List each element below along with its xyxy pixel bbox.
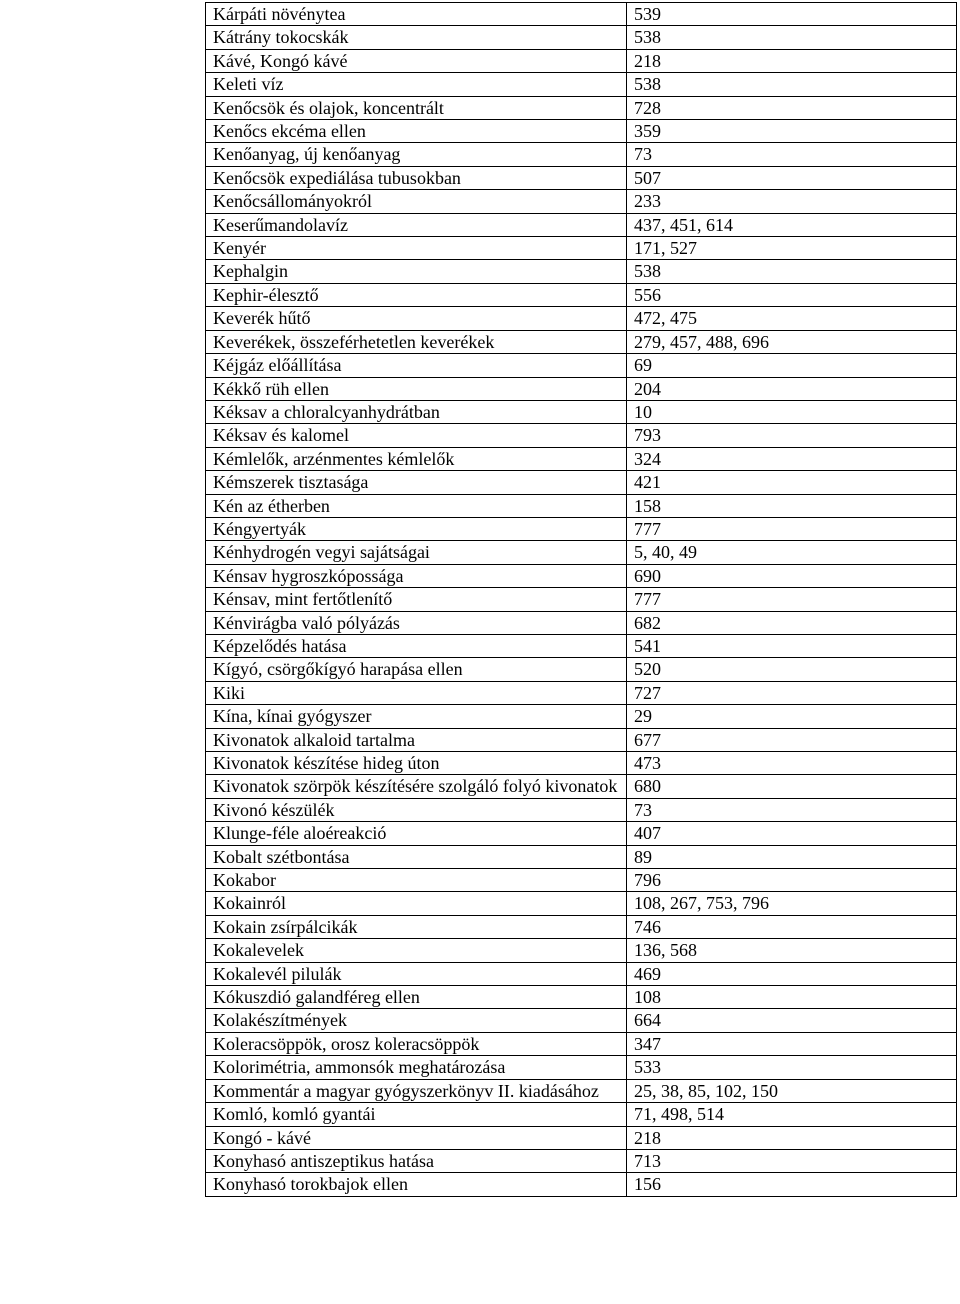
index-term: Kommentár a magyar gyógyszerkönyv II. kiadásához	[206, 1079, 627, 1102]
index-row	[206, 49, 957, 72]
index-term: Kongó - kávé	[206, 1126, 627, 1149]
index-row	[206, 307, 957, 330]
index-row	[206, 588, 957, 611]
index-term: Kenőcsállományokról	[206, 190, 627, 213]
index-page-numbers: 89	[627, 845, 957, 868]
index-page-numbers: 108, 267, 753, 796	[627, 892, 957, 915]
index-row	[206, 962, 957, 985]
index-term: Kivonatok alkaloid tartalma	[206, 728, 627, 751]
index-page-numbers: 727	[627, 681, 957, 704]
index-term: Kokalevél pilulák	[206, 962, 627, 985]
index-page-numbers: 136, 568	[627, 939, 957, 962]
index-page-numbers: 469	[627, 962, 957, 985]
index-page-numbers: 218	[627, 49, 957, 72]
index-page-numbers: 538	[627, 26, 957, 49]
index-page-numbers: 156	[627, 1173, 957, 1196]
index-page-numbers: 25, 38, 85, 102, 150	[627, 1079, 957, 1102]
index-row	[206, 283, 957, 306]
index-page-numbers: 279, 457, 488, 696	[627, 330, 957, 353]
index-page-numbers: 73	[627, 798, 957, 821]
index-term: Kenőanyag, új kenőanyag	[206, 143, 627, 166]
index-page-numbers: 324	[627, 447, 957, 470]
index-row	[206, 1103, 957, 1126]
index-page-numbers: 158	[627, 494, 957, 517]
index-term: Keleti víz	[206, 73, 627, 96]
index-row	[206, 681, 957, 704]
index-term: Kéksav a chloralcyanhydrátban	[206, 400, 627, 423]
index-page-numbers: 556	[627, 283, 957, 306]
index-term: Kobalt szétbontása	[206, 845, 627, 868]
index-page-numbers: 71, 498, 514	[627, 1103, 957, 1126]
index-row	[206, 915, 957, 938]
index-term: Klunge-féle aloéreakció	[206, 822, 627, 845]
index-page-numbers: 677	[627, 728, 957, 751]
index-row	[206, 447, 957, 470]
index-row	[206, 96, 957, 119]
index-term: Kivonó készülék	[206, 798, 627, 821]
index-row	[206, 658, 957, 681]
index-term: Koleracsöppök, orosz koleracsöppök	[206, 1032, 627, 1055]
index-row	[206, 73, 957, 96]
index-term: Kokabor	[206, 869, 627, 892]
index-term: Kokain zsírpálcikák	[206, 915, 627, 938]
index-row	[206, 26, 957, 49]
index-row	[206, 3, 957, 26]
index-page-numbers: 664	[627, 1009, 957, 1032]
index-term: Kígyó, csörgőkígyó harapása ellen	[206, 658, 627, 681]
index-page-numbers: 108	[627, 986, 957, 1009]
index-row	[206, 1149, 957, 1172]
index-row	[206, 1056, 957, 1079]
index-page-numbers: 777	[627, 517, 957, 540]
index-table	[205, 2, 957, 1197]
index-term: Kokainról	[206, 892, 627, 915]
index-term: Kephalgin	[206, 260, 627, 283]
index-row	[206, 471, 957, 494]
index-row	[206, 634, 957, 657]
index-term: Kénvirágba való pólyázás	[206, 611, 627, 634]
index-term: Kína, kínai gyógyszer	[206, 705, 627, 728]
index-term: Kolorimétria, ammonsók meghatározása	[206, 1056, 627, 1079]
index-term: Kénsav hygroszkópossága	[206, 564, 627, 587]
index-page-numbers: 777	[627, 588, 957, 611]
index-page-numbers: 538	[627, 73, 957, 96]
index-term: Kén az étherben	[206, 494, 627, 517]
index-row	[206, 728, 957, 751]
index-page-numbers: 728	[627, 96, 957, 119]
index-row	[206, 892, 957, 915]
index-term: Kárpáti növénytea	[206, 3, 627, 26]
index-page-numbers: 437, 451, 614	[627, 213, 957, 236]
index-row	[206, 752, 957, 775]
index-term: Kivonatok készítése hideg úton	[206, 752, 627, 775]
index-row	[206, 845, 957, 868]
index-page-numbers: 507	[627, 166, 957, 189]
index-term: Kolakészítmények	[206, 1009, 627, 1032]
index-page-numbers: 682	[627, 611, 957, 634]
index-page-numbers: 793	[627, 424, 957, 447]
index-term: Konyhasó antiszeptikus hatása	[206, 1149, 627, 1172]
index-row	[206, 1009, 957, 1032]
index-row	[206, 377, 957, 400]
index-term: Kenőcsök expediálása tubusokban	[206, 166, 627, 189]
index-term: Képzelődés hatása	[206, 634, 627, 657]
index-row	[206, 424, 957, 447]
index-page-numbers: 533	[627, 1056, 957, 1079]
index-term: Komló, komló gyantái	[206, 1103, 627, 1126]
index-page-numbers: 472, 475	[627, 307, 957, 330]
index-page-numbers: 690	[627, 564, 957, 587]
index-row	[206, 213, 957, 236]
index-term: Konyhasó torokbajok ellen	[206, 1173, 627, 1196]
index-page-numbers: 473	[627, 752, 957, 775]
index-term: Kéjgáz előállítása	[206, 354, 627, 377]
index-page-numbers: 218	[627, 1126, 957, 1149]
index-page-numbers: 73	[627, 143, 957, 166]
index-term: Kivonatok szörpök készítésére szolgáló folyó kivonatok	[206, 775, 627, 798]
index-row	[206, 517, 957, 540]
index-row	[206, 237, 957, 260]
index-row	[206, 775, 957, 798]
index-page-numbers: 407	[627, 822, 957, 845]
index-term: Kémlelők, arzénmentes kémlelők	[206, 447, 627, 470]
index-term: Kénsav, mint fertőtlenítő	[206, 588, 627, 611]
index-page-numbers: 746	[627, 915, 957, 938]
index-row	[206, 611, 957, 634]
index-row	[206, 260, 957, 283]
index-row	[206, 354, 957, 377]
index-row	[206, 541, 957, 564]
index-page-numbers: 541	[627, 634, 957, 657]
index-row	[206, 798, 957, 821]
index-page-numbers: 713	[627, 1149, 957, 1172]
index-page-numbers: 29	[627, 705, 957, 728]
index-term: Kenőcsök és olajok, koncentrált	[206, 96, 627, 119]
index-term: Kokalevelek	[206, 939, 627, 962]
index-row	[206, 986, 957, 1009]
index-row	[206, 705, 957, 728]
index-term: Kiki	[206, 681, 627, 704]
index-page-numbers: 233	[627, 190, 957, 213]
index-term: Kéngyertyák	[206, 517, 627, 540]
index-row	[206, 1032, 957, 1055]
index-term: Kenőcs ekcéma ellen	[206, 120, 627, 143]
index-term: Kókuszdió galandféreg ellen	[206, 986, 627, 1009]
index-row	[206, 494, 957, 517]
index-row	[206, 869, 957, 892]
index-page-numbers: 204	[627, 377, 957, 400]
index-row	[206, 120, 957, 143]
index-page-numbers: 539	[627, 3, 957, 26]
index-page-numbers: 796	[627, 869, 957, 892]
index-row	[206, 166, 957, 189]
index-row	[206, 564, 957, 587]
index-page-numbers: 171, 527	[627, 237, 957, 260]
index-term: Kávé, Kongó kávé	[206, 49, 627, 72]
index-term: Kénhydrogén vegyi sajátságai	[206, 541, 627, 564]
index-page-numbers: 680	[627, 775, 957, 798]
index-page-numbers: 520	[627, 658, 957, 681]
index-row	[206, 1079, 957, 1102]
index-row	[206, 1173, 957, 1196]
index-row	[206, 400, 957, 423]
index-page-numbers: 10	[627, 400, 957, 423]
index-row	[206, 143, 957, 166]
index-row	[206, 190, 957, 213]
index-page-numbers: 421	[627, 471, 957, 494]
index-row	[206, 1126, 957, 1149]
index-page-numbers: 5, 40, 49	[627, 541, 957, 564]
index-term: Kenyér	[206, 237, 627, 260]
index-page-numbers: 347	[627, 1032, 957, 1055]
index-page-numbers: 69	[627, 354, 957, 377]
index-term: Keserűmandolavíz	[206, 213, 627, 236]
index-term: Kékkő rüh ellen	[206, 377, 627, 400]
index-page-numbers: 359	[627, 120, 957, 143]
index-term: Kémszerek tisztasága	[206, 471, 627, 494]
index-row	[206, 939, 957, 962]
index-term: Keverékek, összeférhetetlen keverékek	[206, 330, 627, 353]
index-table-body	[206, 3, 957, 1197]
index-term: Kéksav és kalomel	[206, 424, 627, 447]
index-term: Kephir-élesztő	[206, 283, 627, 306]
index-term: Kátrány tokocskák	[206, 26, 627, 49]
index-term: Keverék hűtő	[206, 307, 627, 330]
index-row	[206, 330, 957, 353]
index-page-numbers: 538	[627, 260, 957, 283]
index-row	[206, 822, 957, 845]
